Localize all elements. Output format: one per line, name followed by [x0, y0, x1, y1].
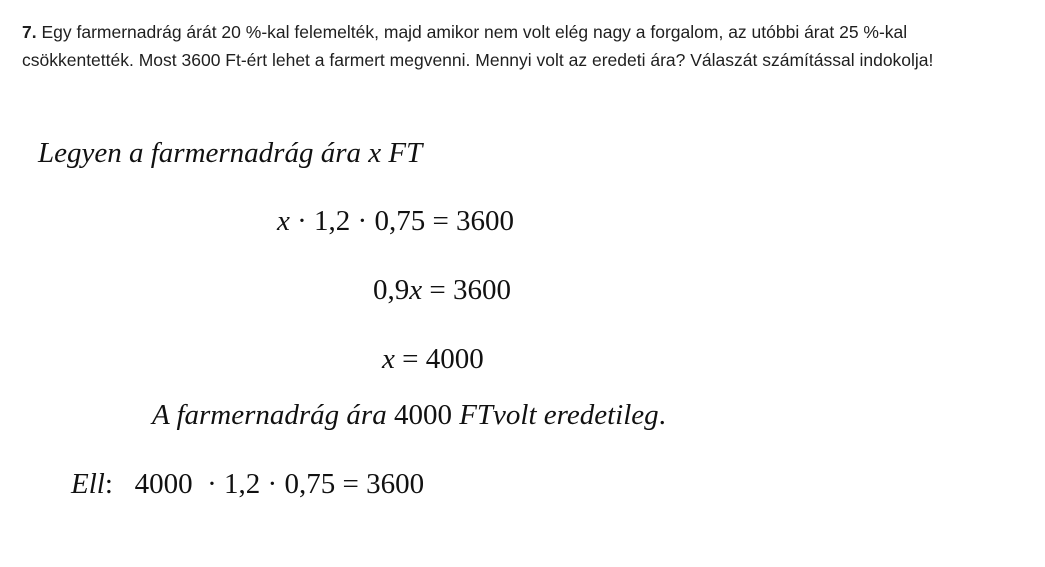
equation-line-2: [373, 276, 511, 305]
equation-line-1: [277, 207, 514, 236]
eq2-variable: x: [409, 274, 423, 306]
solution-intro-line: [38, 139, 422, 168]
intro-text: Legyen a farmernadrág ára x FT: [38, 137, 423, 169]
problem-statement: [22, 18, 1022, 74]
answer-text-end: FTvolt eredetileg: [459, 399, 659, 431]
eq2-expression: = 3600: [422, 274, 511, 306]
equation-line-3: [382, 345, 484, 374]
eq1-expression: · 1,2 · 0,75 = 3600: [289, 205, 515, 237]
check-expression: : 4000 · 1,2 · 0,75 = 3600: [104, 468, 425, 500]
eq3-variable: x: [382, 343, 395, 375]
problem-text: Egy farmernadrág árát 20 %-kal felemelték, majd amikor nem volt elég nagy a forgalom, az utóbbi árat 25 %-kal csökkentették. Most 3600 Ft-ért lehet a farmert megvenni. Mennyi volt az eredeti ára? Válaszát számítással indokolja!: [22, 22, 934, 70]
eq2-coefficient: 0,9: [373, 274, 410, 306]
check-label: Ell: [71, 468, 105, 500]
answer-number: 4000: [386, 399, 460, 431]
answer-line: [152, 401, 666, 430]
answer-period: .: [658, 399, 666, 431]
problem-number: 7.: [22, 22, 37, 42]
eq3-expression: = 4000: [394, 343, 484, 375]
answer-text-start: A farmernadrág ára: [152, 399, 387, 431]
check-line: [71, 470, 424, 499]
eq1-variable: x: [277, 205, 290, 237]
